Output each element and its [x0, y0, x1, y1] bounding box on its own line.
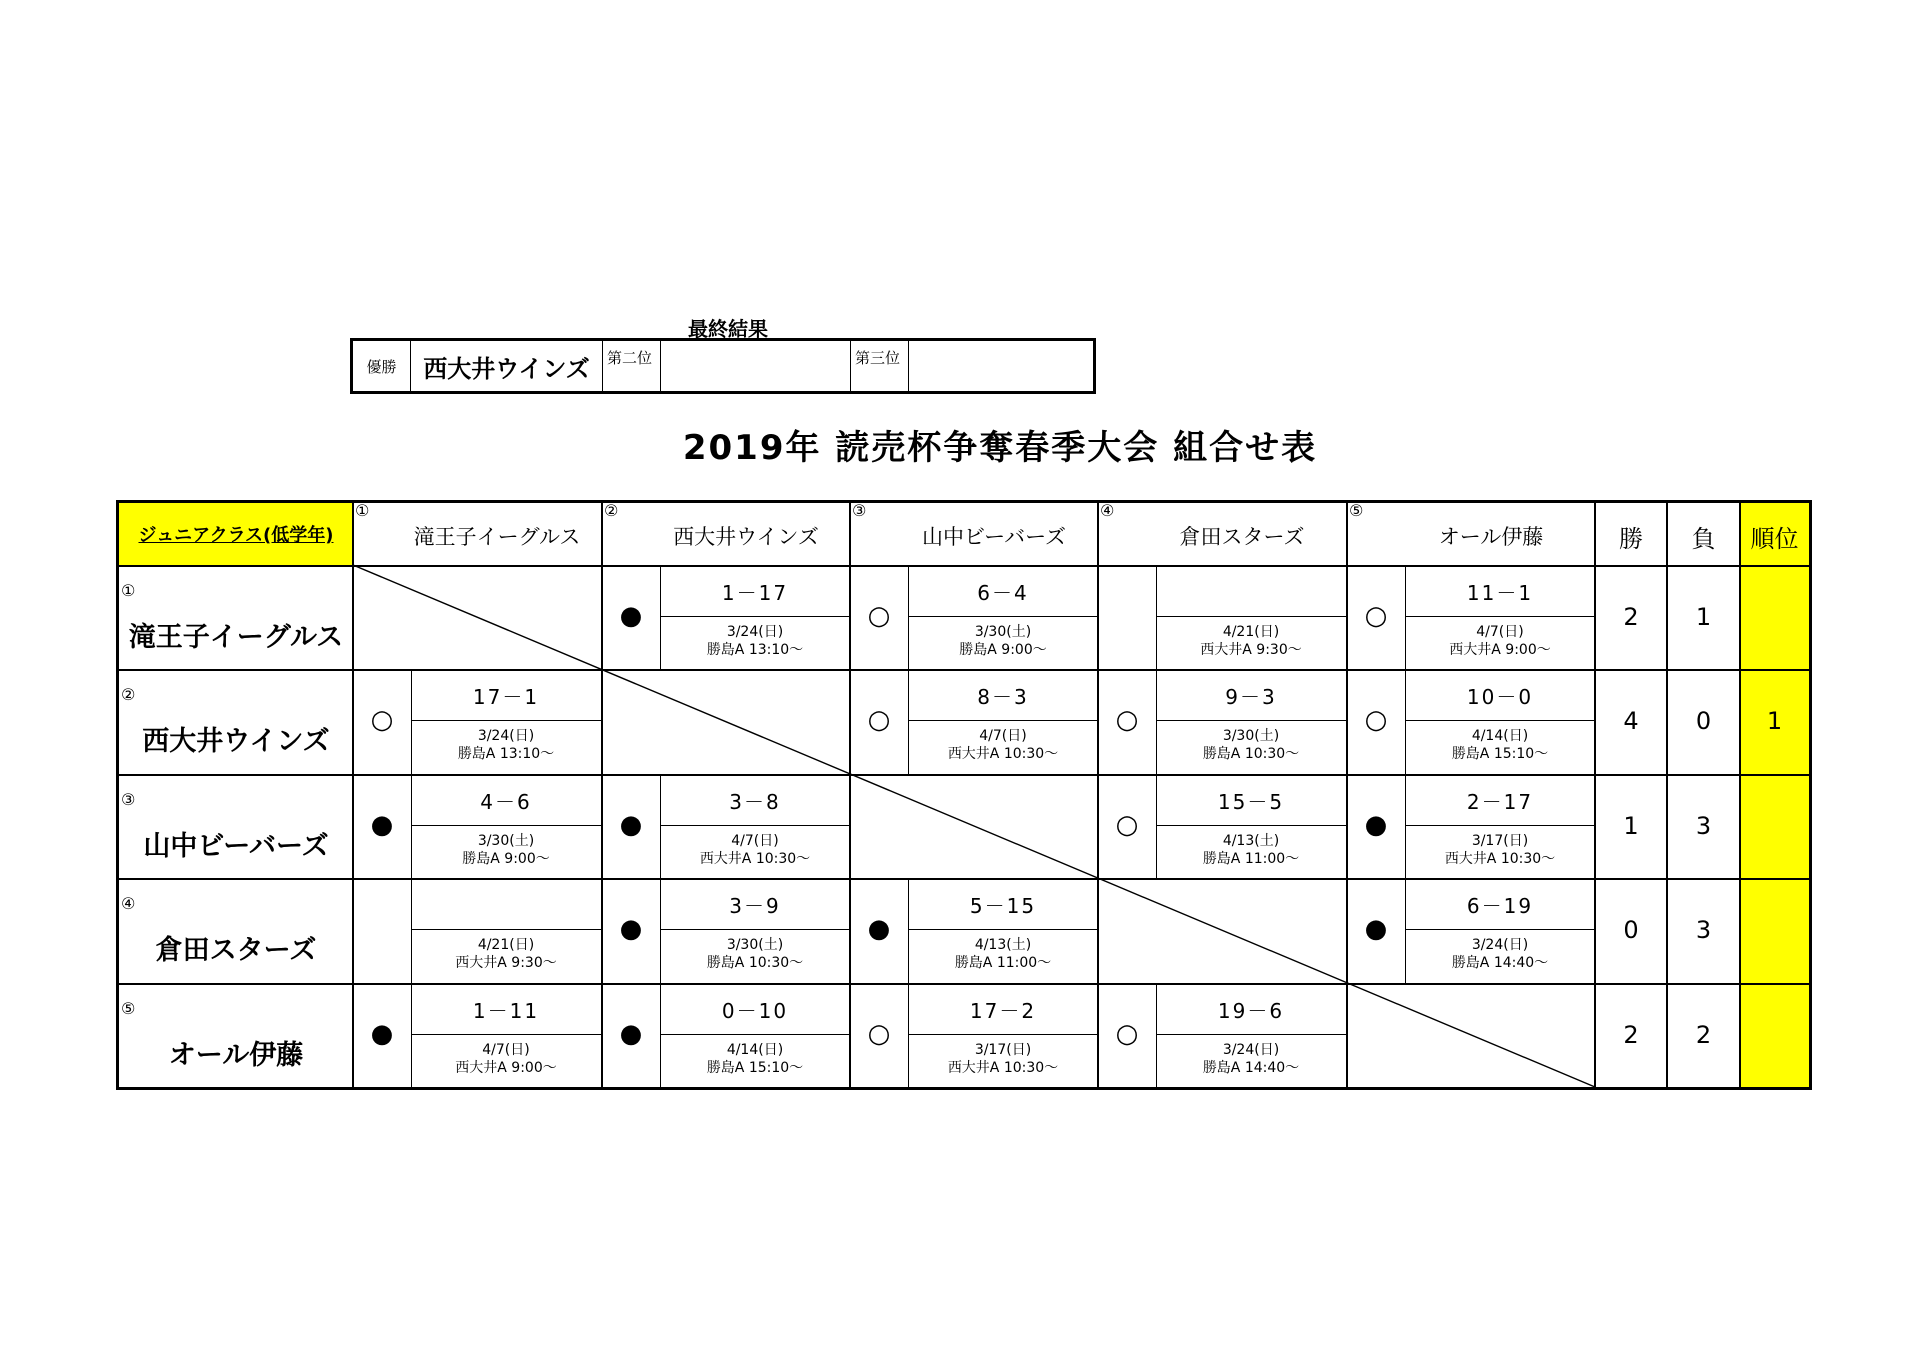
match-venue: 勝島A 14:40～: [1202, 1059, 1300, 1076]
row-loss: 0: [1695, 707, 1712, 736]
row-loss: 1: [1695, 603, 1712, 631]
match-date: 4/14(日): [1471, 728, 1529, 745]
match-venue: 西大井A 10:30～: [699, 850, 811, 867]
match-score: 6－4: [977, 581, 1029, 605]
row-team-number: ②: [121, 685, 136, 705]
match-venue: 勝島A 13:10～: [706, 642, 804, 658]
row-win: 0: [1623, 916, 1639, 945]
match-venue: 勝島A 11:00～: [954, 955, 1052, 972]
row-team-number: ③: [121, 789, 136, 809]
match-score: 1－11: [472, 998, 540, 1023]
match-score: 1－17: [721, 581, 789, 605]
row-team-name: オール伊藤: [168, 1039, 304, 1071]
match-date: 3/17(日): [1471, 832, 1529, 849]
result-mark: ●: [370, 809, 394, 840]
header-rank: 順位: [1750, 525, 1799, 553]
result-mark: ●: [619, 809, 643, 840]
match-grid: [116, 500, 1812, 1090]
match-date: 3/30(土): [726, 937, 784, 954]
col-team-number: ②: [604, 501, 619, 520]
row-team-name: 山中ビーバーズ: [143, 830, 329, 862]
match-venue: 勝島A 9:00～: [462, 850, 550, 867]
match-date: 4/7(日): [482, 1041, 530, 1058]
match-date: 4/7(日): [731, 832, 779, 849]
row-loss: 3: [1695, 811, 1712, 840]
match-score: 8－3: [977, 685, 1029, 710]
third-place-label: 第三位: [851, 341, 909, 391]
row-team-number: ①: [121, 581, 136, 600]
final-results-table: [350, 338, 1096, 394]
row-loss: 2: [1695, 1020, 1712, 1049]
match-score: 6－19: [1466, 894, 1534, 919]
match-date: 3/24(日): [726, 624, 784, 640]
result-mark: ○: [1364, 705, 1388, 736]
match-date: 4/13(土): [1222, 832, 1280, 849]
col-team-name: 倉田スターズ: [1179, 525, 1305, 549]
row-win: 4: [1623, 707, 1639, 736]
match-date: 4/7(日): [1476, 624, 1524, 640]
match-venue: 勝島A 13:10～: [457, 746, 555, 763]
match-venue: 西大井A 10:30～: [947, 1059, 1059, 1076]
match-score: 3－9: [729, 894, 781, 919]
match-venue: 西大井A 9:30～: [1200, 642, 1302, 658]
result-mark: ●: [1364, 809, 1388, 840]
match-venue: 西大井A 10:30～: [1444, 850, 1556, 867]
match-date: 4/13(土): [974, 937, 1032, 954]
result-mark: ●: [619, 914, 643, 945]
result-mark: ○: [1115, 809, 1139, 840]
match-venue: 勝島A 15:10～: [1451, 746, 1549, 763]
col-team-name: 山中ビーバーズ: [921, 525, 1067, 549]
first-place-label: 優勝: [353, 341, 411, 391]
result-mark: ○: [1115, 1018, 1139, 1049]
match-date: 3/30(土): [477, 832, 535, 849]
match-score: 4－6: [480, 789, 532, 814]
self-match-diagonal: [119, 503, 1809, 1087]
col-team-number: ③: [852, 501, 867, 520]
match-venue: 勝島A 9:00～: [959, 642, 1047, 658]
match-date: 3/17(日): [974, 1041, 1032, 1058]
match-date: 3/30(土): [1222, 728, 1280, 745]
row-team-name: 西大井ウインズ: [142, 726, 330, 758]
header-win: 勝: [1619, 525, 1643, 553]
match-venue: 勝島A 14:40～: [1451, 955, 1549, 972]
class-label: ジュニアクラス(低学年): [138, 525, 334, 546]
match-venue: 勝島A 10:30～: [1202, 746, 1300, 763]
row-win: 1: [1623, 811, 1639, 840]
match-venue: 勝島A 10:30～: [706, 955, 804, 972]
final-results-title: 最終結果: [688, 317, 768, 341]
match-date: 4/21(日): [1222, 624, 1280, 640]
match-date: 3/30(土): [974, 624, 1032, 640]
match-score: 9－3: [1225, 685, 1277, 710]
match-score: 5－15: [969, 894, 1037, 919]
result-mark: ●: [867, 914, 891, 945]
result-mark: ●: [619, 601, 643, 631]
match-venue: 西大井A 9:00～: [1449, 642, 1551, 658]
result-mark: ○: [867, 601, 891, 631]
match-score: 15－5: [1217, 789, 1285, 814]
row-team-name: 滝王子イーグルス: [128, 622, 344, 653]
match-score: 3－8: [729, 789, 781, 814]
col-team-number: ⑤: [1349, 501, 1364, 520]
header-loss: 負: [1691, 525, 1716, 553]
result-mark: ○: [1115, 705, 1139, 736]
match-venue: 西大井A 9:00～: [455, 1059, 557, 1076]
match-date: 4/21(日): [477, 937, 535, 954]
match-score: 17－1: [472, 685, 540, 710]
row-loss: 3: [1695, 916, 1712, 945]
third-place-team: [909, 341, 1093, 391]
match-date: 4/7(日): [979, 728, 1027, 745]
row-win: 2: [1623, 1020, 1639, 1049]
match-date: 4/14(日): [726, 1041, 784, 1058]
match-date: 3/24(日): [1471, 937, 1529, 954]
col-team-name: オール伊藤: [1438, 525, 1544, 549]
row-team-number: ⑤: [121, 998, 136, 1018]
match-date: 3/24(日): [1222, 1041, 1280, 1058]
second-place-team: [661, 341, 851, 391]
col-team-number: ①: [355, 501, 370, 520]
match-score: 0－10: [721, 998, 789, 1023]
match-score: 17－2: [969, 998, 1037, 1023]
match-venue: 西大井A 9:30～: [455, 955, 557, 972]
match-score: 19－6: [1217, 998, 1285, 1023]
match-venue: 勝島A 15:10～: [706, 1059, 804, 1076]
result-mark: ●: [1364, 914, 1388, 945]
row-rank: 1: [1766, 707, 1783, 736]
row-team-name: 倉田スターズ: [155, 935, 317, 967]
col-team-name: 滝王子イーグルス: [413, 525, 581, 549]
match-date: 3/24(日): [477, 728, 535, 745]
result-mark: ●: [370, 1018, 394, 1049]
col-team-name: 西大井ウインズ: [673, 525, 819, 549]
result-mark: ○: [867, 1018, 891, 1049]
row-team-number: ④: [121, 894, 136, 914]
match-venue: 勝島A 11:00～: [1202, 850, 1300, 867]
first-place-team: 西大井ウインズ: [411, 341, 603, 391]
second-place-label: 第二位: [603, 341, 661, 391]
row-win: 2: [1623, 603, 1639, 631]
match-score: 2－17: [1466, 789, 1534, 814]
page-title: 2019年 読売杯争奪春季大会 組合せ表: [682, 428, 1318, 468]
match-score: 11－1: [1466, 581, 1534, 605]
diagonal-line: [353, 565, 1595, 1087]
result-mark: ●: [619, 1018, 643, 1049]
result-mark: ○: [867, 705, 891, 736]
result-mark: ○: [370, 705, 394, 736]
col-team-number: ④: [1100, 501, 1115, 520]
match-score: 10－0: [1466, 685, 1534, 710]
result-mark: ○: [1364, 601, 1388, 631]
match-venue: 西大井A 10:30～: [947, 746, 1059, 763]
